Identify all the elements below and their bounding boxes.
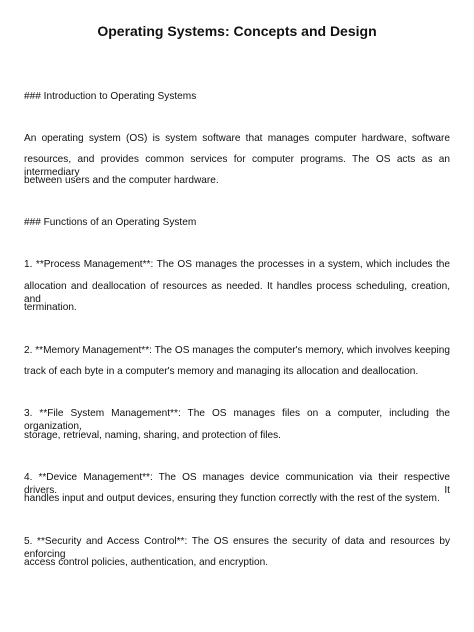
list-item-line: track of each byte in a computer's memory and managing its allocation and deallocation. (24, 366, 419, 377)
list-item-line: 1. **Process Management**: The OS manages the processes in a system, which includes the (24, 259, 450, 270)
intro-paragraph-line: between users and the computer hardware. (24, 175, 219, 186)
list-item-line: 3. **File System Management**: The OS manages files on a computer, including the organization, (24, 408, 450, 432)
list-item-line: allocation and deallocation of resources as needed. It handles process scheduling, creation, and (24, 281, 450, 305)
intro-paragraph-line: resources, and provides common services for computer programs. The OS acts as an intermediary (24, 154, 450, 178)
document-title: Operating Systems: Concepts and Design (97, 23, 377, 39)
section-heading-functions: ### Functions of an Operating System (24, 217, 197, 228)
list-item-line: 2. **Memory Management**: The OS manages the computer's memory, which involves keeping (24, 345, 450, 356)
list-item-line: access control policies, authentication, and encryption. (24, 557, 269, 568)
list-item-line: 4. **Device Management**: The OS manages device communication via their respective drivers. It (24, 472, 450, 496)
list-item-line: handles input and output devices, ensuring they function correctly with the rest of the system. (24, 493, 440, 504)
section-heading-introduction: ### Introduction to Operating Systems (24, 91, 197, 102)
list-item-line: 5. **Security and Access Control**: The OS ensures the security of data and resources by enforcing (24, 536, 450, 560)
intro-paragraph-line: An operating system (OS) is system software that manages computer hardware, software (24, 133, 450, 144)
list-item-line: termination. (24, 302, 77, 313)
list-item-line: storage, retrieval, naming, sharing, and protection of files. (24, 430, 281, 441)
